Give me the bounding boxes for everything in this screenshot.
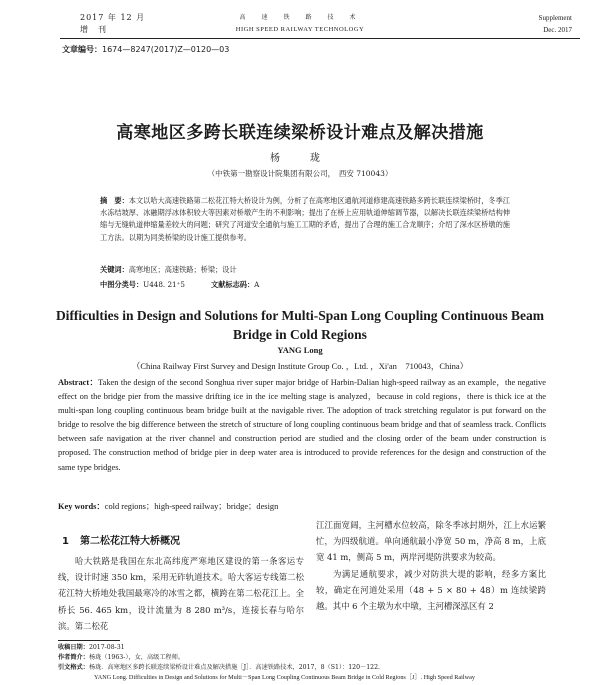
abstract-cn-text: 本文以哈大高速铁路第二松花江特大桥设计为例，分析了在高寒地区通航河道修建高速铁路多跨长联连续梁桥时，冬季江水冻结坡厚、冰融期浮冰体积较大等因素对桥墩产生的不利影响；提出了在桥上应用轨道伸缩调节器，以解决长联连续梁桥结构伸缩与无缝轨道伸缩量差较大的问题；研究了河道安全通航与施工工期的矛盾，提出了合理的施工合龙顺序；介绍了深水区桥墩的施工方法。以期为同类桥梁的设计施工提供参考。 [100,196,510,242]
abstract-cn-label: 摘 要： [100,196,129,205]
citation-en: YANG Long. Difficulties in Design and Solutions for Multi－Span Long Coupling Continuous Beam Bridge in Cold Regions［J］. High Speed Railway [94,674,475,681]
body-right-paragraph-1: 江江面宽阔，主河槽水位较高，除冬季冰封期外，江上水运繁忙，为四级航道。单向通航最小净宽 50 m，净高 8 m，上底宽 41 m，侧高 5 m，两岸河堤防洪要求为较高。 [316,520,546,563]
article-number [62,44,229,55]
author-bio-text: 杨珑（1963-），女，高级工程师。 [88,654,185,661]
classification-cn [100,280,259,290]
author-cn: 杨 珑 [270,153,330,164]
received-date [58,643,558,653]
received-label: 收稿日期： [58,644,89,651]
issue-info [80,12,145,36]
author-en: YANG Long [277,345,323,355]
keywords-cn [100,265,237,275]
title-cn: 高寒地区多跨长联连续梁桥设计难点及解决措施 [116,123,484,143]
affiliation-cn: （中铁第一勘察设计院集团有限公司， 西安 710043） [207,169,393,178]
author-bio [58,653,558,663]
keywords-cn-label: 关键词： [100,265,129,274]
received-value: 2017-08-31 [88,644,125,651]
author-bio-label: 作者简介： [58,654,89,661]
section-heading [62,532,180,547]
body-left-column: 哈大铁路是我国在东北高纬度严寒地区建设的第一条客运专线，设计时速 350 km，采用无砟轨道技术。哈大客运专线第二松花江特大桥地处我国最寒冷的冰雪之都，横跨在第二松花江上。全桥长 56. 465 km，设计流量为 8 280 m³/s，连接长春与哈尔滨。第二松花 [58,556,304,631]
date-en: Dec. 2017 [543,26,572,34]
keywords-en-label: Key words： [58,502,105,511]
body-right-paragraph-2: 为满足通航要求，减少对防洪大堤的影响，经多方案比较，确定在河道处采用（48 + 5 × 80 + 48）m 连续梁跨越。其中 6 个主墩为水中墩，主河槽深泓区有 2 [316,568,546,612]
section-title: 第二松花江特大桥概况 [80,536,180,547]
supplement-label: Supplement [538,14,572,22]
affiliation-en: （China Railway First Survey and Design Institute Group Co. ，Ltd. ，Xi'an 710043，China） [131,361,469,371]
abstract-cn [100,195,510,244]
journal-name-en: HIGH SPEED RAILWAY TECHNOLOGY [235,26,365,33]
abstract-en [58,376,546,475]
abstract-en-text: Taken the design of the second Songhua river super major bridge of Harbin-Dalian high-speed railway as an example，the negative effect on the bridge pier from the massive drifting ice in the ice melting stage is analyzed，because in cold regions，there is thick ice at the multi-span long coupling continuous beam bridge built at the navigable river. The adoption of track stretching regulator is put forward on the bridge to resolve the big difference between the stretch of structure of long coupling continuous beam bridge and that of seamless track. Conflicts between safe navigation at the river channel and construction period are studied and the closing order of the beam under construction is proposed. The construction method of bridge pier in deep water area is introduced to provide references for the design and construction of the same type bridges. [58,378,547,472]
supplement-info [539,12,572,36]
footnote-rule [58,640,120,641]
issue-date: 2017 年 12 月 [80,13,146,22]
title-en: Difficulties in Design and Solutions for Multi-Span Long Coupling Continuous Beam Bridge in Cold Regions [55,308,545,342]
journal-name [150,12,450,36]
keywords-en [58,500,278,512]
journal-name-cn: 高 速 铁 路 技 术 [239,14,361,21]
keywords-en-text: cold regions；high-speed railway；bridge；design [104,502,279,511]
citation-cn-text: 杨珑．高寒地区多跨长联连续梁桥设计难点及解决措施［J］．高速铁路技术，2017，8（S1）：120－122. [88,664,380,671]
footnotes [58,643,558,683]
citation-label: 引文格式： [58,664,89,671]
doc-code-label: 文献标志码： [211,280,255,289]
clc-label: 中图分类号： [100,280,144,289]
citation-cn [58,663,558,673]
issue-type: 增 刊 [80,25,107,34]
header-rule [60,38,580,39]
doc-code-value: A [254,280,260,289]
article-number-value: 1674—8247(2017)Z—0120—03 [102,45,230,54]
body-right-column [316,517,546,614]
section-number: 1 [62,536,69,547]
clc-value: U448. 21⁺5 [143,280,185,289]
article-number-label: 文章编号： [62,45,102,54]
abstract-en-label: Abstract： [58,378,99,387]
keywords-cn-text: 高寒地区；高速铁路；桥梁；设计 [128,265,237,274]
